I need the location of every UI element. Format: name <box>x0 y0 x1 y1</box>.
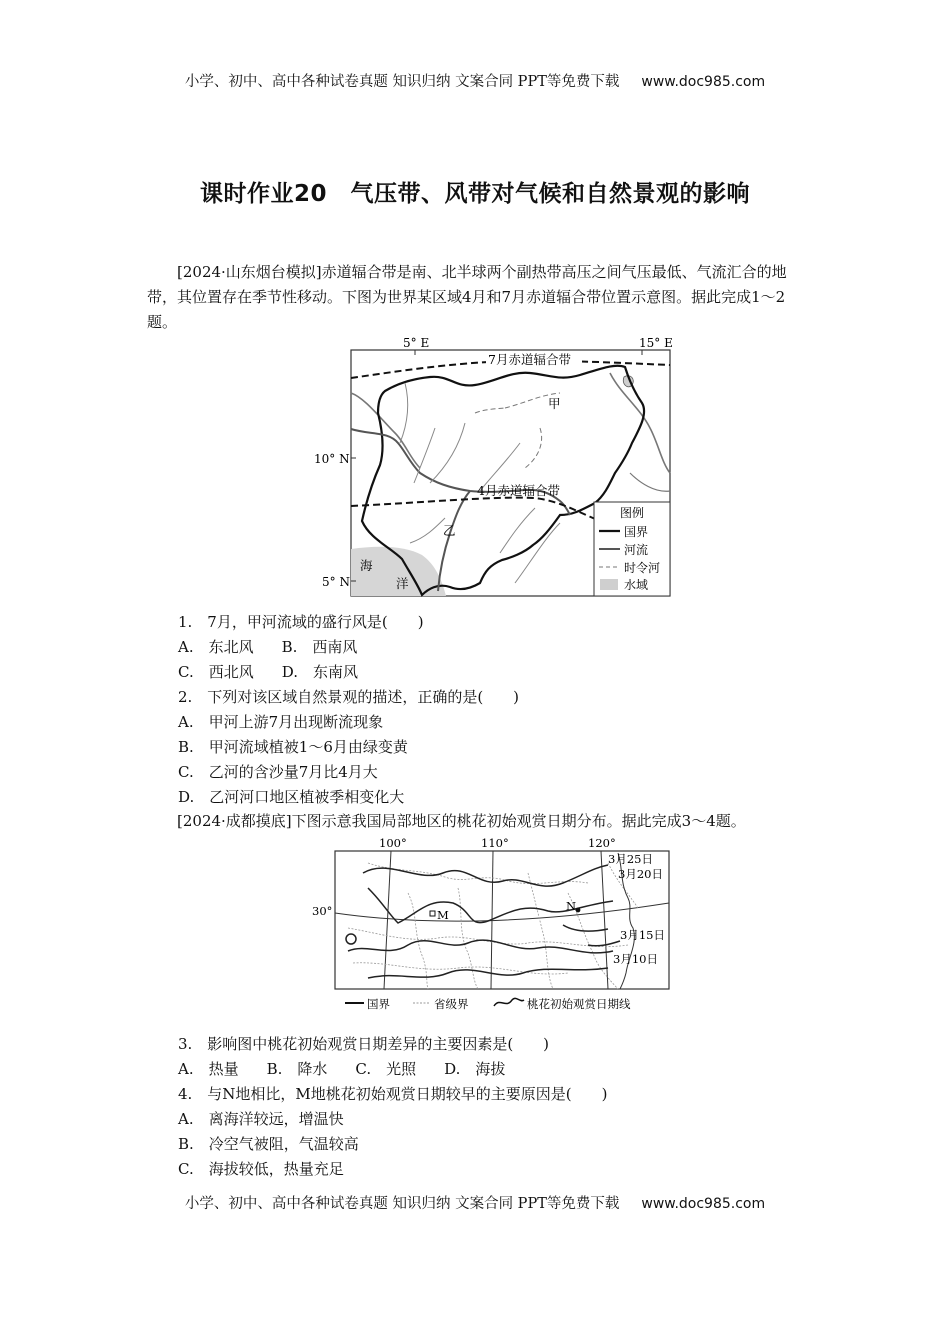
date-label-0320: 3月20日 <box>618 867 663 881</box>
q2-stem: 2. 下列对该区域自然景观的描述，正确的是( ) <box>178 688 520 706</box>
q2-option-d[interactable]: D. 乙河河口地区植被季相变化大 <box>178 788 405 806</box>
map1-legend <box>594 502 670 596</box>
q2-option-a[interactable]: A. 甲河上游7月出现断流现象 <box>178 713 384 731</box>
svg-text:时令河: 时令河 <box>624 561 661 575</box>
q2-option-c[interactable]: C. 乙河的含沙量7月比4月大 <box>178 763 378 781</box>
q4-option-c[interactable]: C. 海拔较低，热量充足 <box>178 1160 344 1178</box>
date-label-0315: 3月15日 <box>620 928 665 942</box>
point-m-marker <box>430 911 435 916</box>
q3-option-d[interactable]: D. 海拔 <box>444 1060 506 1078</box>
q1-options-row1 <box>178 636 357 657</box>
label-sea-hai: 海 <box>360 558 373 573</box>
itcz-july-label: 7月赤道辐合带 <box>488 352 571 367</box>
svg-text:国界: 国界 <box>624 525 649 539</box>
svg-text:水域: 水域 <box>624 578 649 592</box>
map2-legend <box>345 997 631 1011</box>
q4-stem: 4. 与N地相比，M地桃花初始观赏日期较早的主要原因是( ) <box>178 1085 608 1103</box>
q3-options-row <box>178 1058 505 1079</box>
page-footer <box>0 1192 950 1213</box>
lon-label-15e: 15° E <box>639 336 673 350</box>
q3-option-b[interactable]: B. 降水 <box>266 1060 328 1078</box>
q3-option-c[interactable]: C. 光照 <box>355 1060 417 1078</box>
label-yi: 乙 <box>443 523 456 538</box>
lat-label-5n: 5° N <box>322 575 350 589</box>
peach-blossom-map <box>308 833 672 1015</box>
q1-option-b[interactable]: B. 西南风 <box>281 638 358 656</box>
q4-option-b[interactable]: B. 冷空气被阻，气温较高 <box>178 1135 359 1153</box>
lon-label-100: 100° <box>379 836 407 850</box>
svg-text:桃花初始观赏日期线: 桃花初始观赏日期线 <box>527 997 631 1011</box>
page-title: 课时作业20 气压带、风带对气候和自然景观的影响 <box>199 181 750 207</box>
label-sea-yang: 洋 <box>396 576 409 591</box>
section1-intro: [2024·山东烟台模拟]赤道辐合带是南、北半球两个副热带高压之间气压最低、气流汇合的地带，其位置存在季节性移动。下图为世界某区域4月和7月赤道辐合带位置示意图。据此完成1～2题。 <box>147 263 787 331</box>
q3-stem: 3. 影响图中桃花初始观赏日期差异的主要因素是( ) <box>178 1035 550 1053</box>
q2-option-b[interactable]: B. 甲河流域植被1～6月由绿变黄 <box>178 738 408 756</box>
q4-option-a[interactable]: A. 离海洋较远，增温快 <box>178 1110 344 1128</box>
q1-option-c[interactable]: C. 西北风 <box>178 663 254 681</box>
q1-option-d[interactable]: D. 东南风 <box>281 663 358 681</box>
itcz-map <box>310 333 675 598</box>
svg-text:图例: 图例 <box>620 506 645 520</box>
header-url[interactable]: www.doc985.com <box>641 74 766 90</box>
q1-option-a[interactable]: A. 东北风 <box>178 638 254 656</box>
lat-label-10n: 10° N <box>314 452 350 466</box>
q1-options-row2 <box>178 661 358 682</box>
date-label-0325: 3月25日 <box>608 852 653 866</box>
lon-label-5e: 5° E <box>403 336 430 350</box>
q1-stem: 1. 7月，甲河流域的盛行风是( ) <box>178 613 424 631</box>
footer-url[interactable]: www.doc985.com <box>641 1196 766 1212</box>
lat-label-30: 30° <box>312 904 333 918</box>
q3-option-a[interactable]: A. 热量 <box>178 1060 239 1078</box>
label-jia: 甲 <box>548 396 561 411</box>
lon-label-120: 120° <box>588 836 616 850</box>
itcz-april-label: 4月赤道辐合带 <box>477 483 560 498</box>
svg-text:国界: 国界 <box>367 997 390 1011</box>
point-n-label: N <box>566 899 577 913</box>
section2-intro: [2024·成都摸底]下图示意我国局部地区的桃花初始观赏日期分布。据此完成3～4题。 <box>177 812 746 830</box>
page-header <box>0 70 950 91</box>
header-text: 小学、初中、高中各种试卷真题 知识归纳 文案合同 PPT等免费下载 <box>184 74 620 90</box>
svg-text:河流: 河流 <box>624 543 649 557</box>
point-m-label: M <box>437 908 449 922</box>
point-n-marker <box>576 908 581 913</box>
lon-label-110: 110° <box>481 836 509 850</box>
svg-text:省级界: 省级界 <box>434 997 469 1011</box>
date-label-0310: 3月10日 <box>613 952 658 966</box>
footer-text: 小学、初中、高中各种试卷真题 知识归纳 文案合同 PPT等免费下载 <box>184 1196 620 1212</box>
